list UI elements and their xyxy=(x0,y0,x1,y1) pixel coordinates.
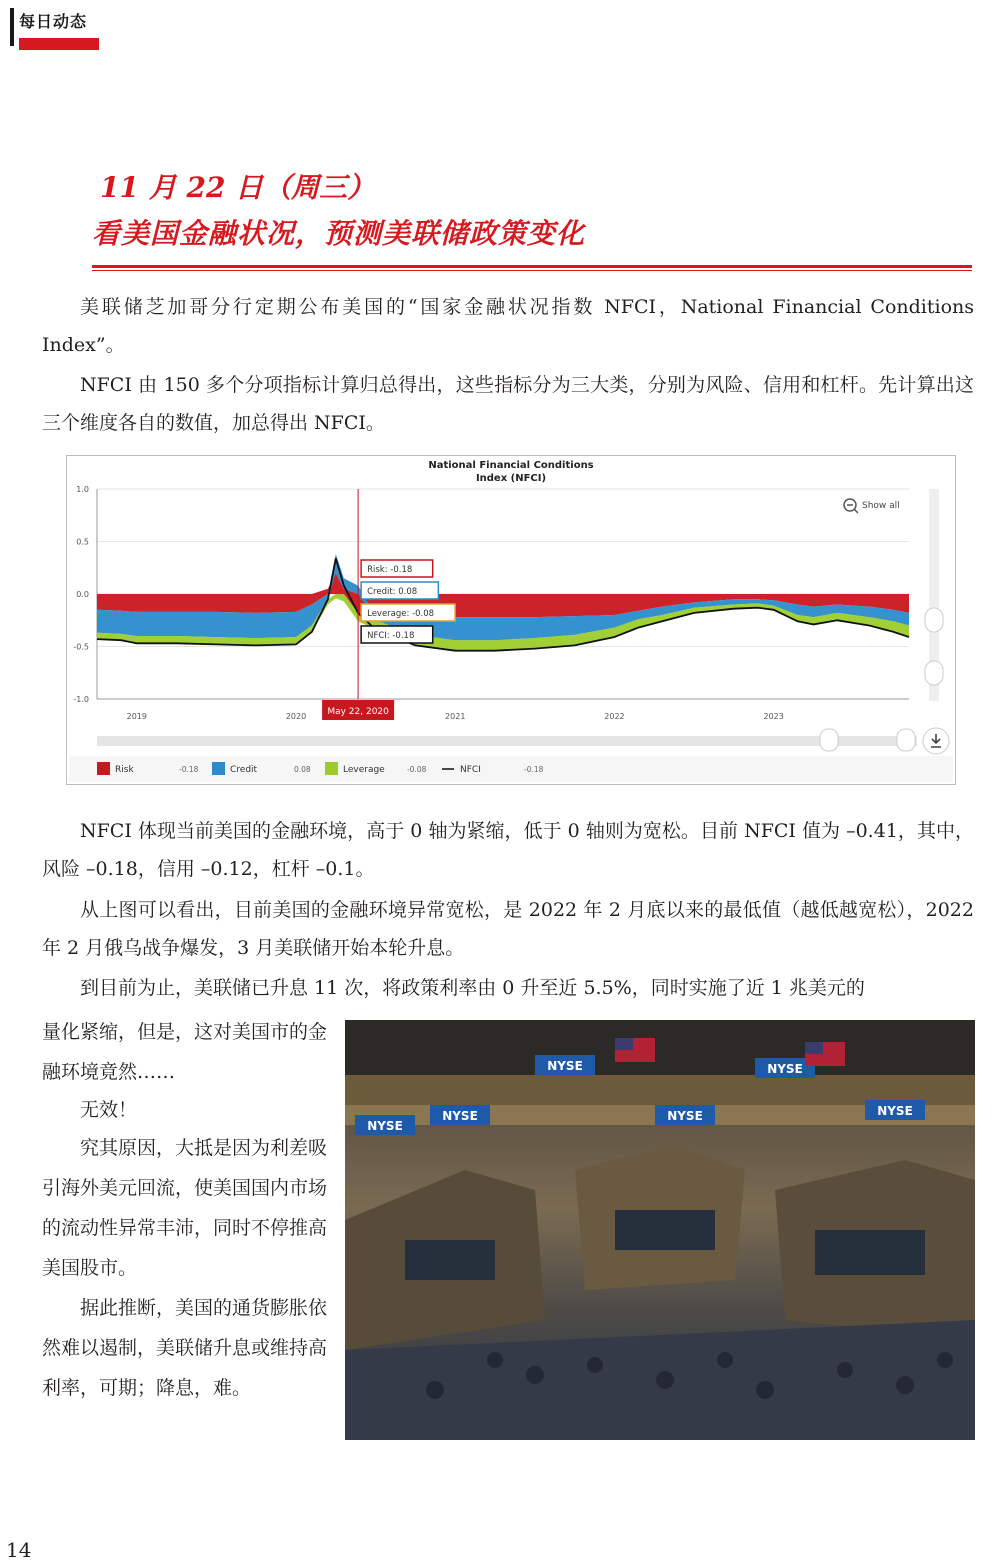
horizontal-scrollbar[interactable] xyxy=(97,736,917,746)
paragraph-5: 到目前为止，美联储已升息 11 次，将政策利率由 0 升至近 5.5%，同时实施了近 1 兆美元的 xyxy=(80,977,865,999)
section-tag-label: 每日动态 xyxy=(19,12,88,31)
x-tick-label: 2021 xyxy=(445,712,466,721)
legend-value: -0.18 xyxy=(524,765,544,774)
nyse-trading-floor-photo xyxy=(345,1020,975,1440)
y-tick-label: -1.0 xyxy=(73,695,89,704)
paragraph-2: NFCI 由 150 多个分项指标计算归总得出，这些指标分为三大类，分别为风险、信用和杠杆。先计算出这三个维度各自的数值，加总得出 NFCI。 xyxy=(42,374,974,434)
page-number: 14 xyxy=(6,1538,32,1562)
y-tick-label: 0.5 xyxy=(76,537,89,547)
legend-swatch-leverage xyxy=(325,762,338,775)
crosshair-tooltip: NFCI: -0.18 xyxy=(367,631,415,641)
crosshair-tooltip: Leverage: -0.08 xyxy=(367,609,435,619)
crosshair-tooltip: Credit: 0.08 xyxy=(367,587,418,597)
chart-title-line-2: Index (NFCI) xyxy=(475,473,547,484)
y-tick-label: 1.0 xyxy=(76,485,89,494)
paragraph-1: 美联储芝加哥分行定期公布美国的“国家金融状况指数 NFCI，National Financial Conditions Index”。 xyxy=(42,296,974,356)
paragraph-6: 量化紧缩，但是，这对美国市的金融环境竟然…… xyxy=(42,1021,328,1083)
y-tick-label: 0.0 xyxy=(76,590,89,599)
tag-bar xyxy=(10,8,14,46)
legend-label: Leverage xyxy=(343,765,385,775)
show-all-label: Show all xyxy=(862,501,900,511)
photo-illustration xyxy=(345,1020,975,1440)
nyse-sign-label: NYSE xyxy=(667,1109,703,1123)
title-rule xyxy=(92,265,972,268)
legend-swatch-risk xyxy=(97,762,110,775)
nyse-sign-label: NYSE xyxy=(767,1062,803,1076)
show-all-button[interactable] xyxy=(844,499,900,513)
paragraph-8: 究其原因，大抵是因为利差吸引海外美元回流，使美国国内市场的流动性异常丰沛，同时不停推高美国股市。 xyxy=(42,1137,328,1279)
x-tick-label: 2023 xyxy=(763,712,784,721)
scroll-handle-top[interactable] xyxy=(925,608,943,632)
legend-label: Risk xyxy=(115,765,134,775)
article-date: 11 月 22 日（周三） xyxy=(100,171,376,204)
range-handle-right[interactable] xyxy=(897,729,915,751)
paragraph-4: 从上图可以看出，目前美国的金融环境异常宽松，是 2022 年 2 月底以来的最低值（越低越宽松），2022 年 2 月俄乌战争爆发，3 月美联储开始本轮升息。 xyxy=(42,899,974,959)
x-tick-label: 2019 xyxy=(126,712,147,721)
title-rule-thin xyxy=(92,270,972,271)
x-tick-label: 2022 xyxy=(604,712,625,721)
legend-bar xyxy=(69,756,953,782)
paragraph-7: 无效！ xyxy=(80,1099,138,1121)
legend-value: 0.08 xyxy=(294,765,311,774)
legend-label: Credit xyxy=(230,765,258,775)
article-headline: 看美国金融状况，预测美联储政策变化 xyxy=(92,217,586,250)
legend-swatch-credit xyxy=(212,762,225,775)
x-tick-label: 2020 xyxy=(285,712,307,721)
legend-value: -0.08 xyxy=(407,765,427,774)
legend-value: -0.18 xyxy=(179,765,199,774)
tag-underline xyxy=(19,38,99,50)
nyse-sign-label: NYSE xyxy=(367,1119,403,1133)
crosshair-date: May 22, 2020 xyxy=(327,707,389,717)
crosshair-tooltip: Risk: -0.18 xyxy=(367,565,413,575)
nfci-chart-svg xyxy=(67,456,955,784)
range-handle-left[interactable] xyxy=(820,729,838,751)
chart-title: National Financial Conditions xyxy=(428,460,594,471)
nfci-chart xyxy=(66,455,956,785)
nyse-sign-label: NYSE xyxy=(442,1109,478,1123)
legend-label: NFCI xyxy=(460,765,481,775)
paragraph-3: NFCI 体现当前美国的金融环境，高于 0 轴为紧缩，低于 0 轴则为宽松。目前 NFCI 值为 –0.41，其中，风险 –0.18，信用 –0.12，杠杆 –0.1。 xyxy=(42,820,974,880)
nyse-sign-label: NYSE xyxy=(877,1104,913,1118)
section-tag xyxy=(10,8,90,46)
scroll-handle-bottom[interactable] xyxy=(925,661,943,685)
nyse-sign-label: NYSE xyxy=(547,1059,583,1073)
paragraph-9: 据此推断，美国的通货膨胀依然难以遏制，美联储升息或维持高利率，可期；降息，难。 xyxy=(42,1297,328,1399)
y-tick-label: -0.5 xyxy=(73,642,89,652)
